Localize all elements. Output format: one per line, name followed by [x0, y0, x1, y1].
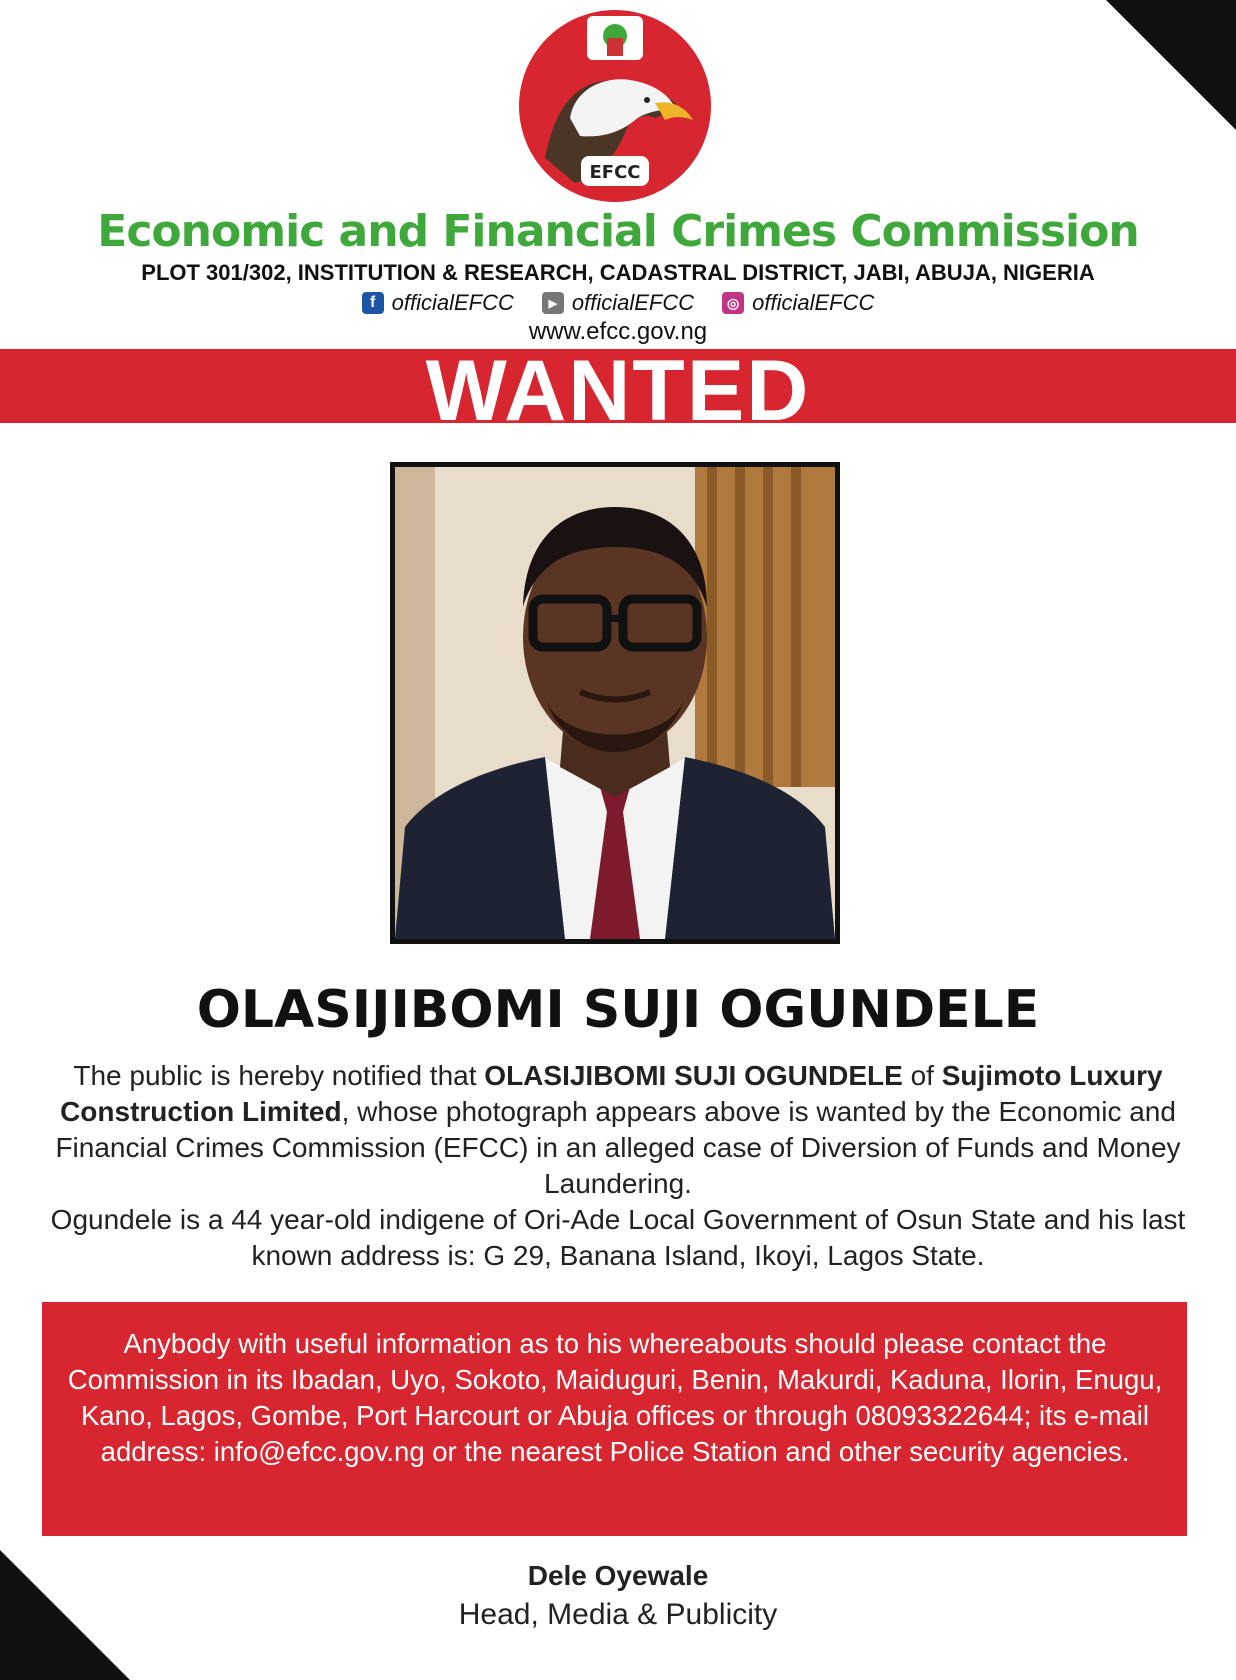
suspect-photo: [395, 467, 835, 939]
facebook-icon: f: [362, 292, 384, 314]
signatory-role: Head, Media & Publicity: [458, 1598, 778, 1631]
notice-text: [40, 1058, 1196, 1274]
social-links: [0, 290, 1236, 316]
efcc-logo: [515, 8, 715, 204]
notice-of: of: [902, 1060, 942, 1091]
notice-person-name: OLASIJIBOMI SUJI OGUNDELE: [484, 1060, 903, 1091]
social-facebook[interactable]: [362, 290, 514, 316]
social-handle: officialEFCC: [571, 290, 695, 315]
notice-details: Ogundele is a 44 year-old indigene of Ori-Ade Local Government of Osun State and his last known address is: G 29, Banana Island, Ikoyi, Lagos State.: [50, 1204, 1186, 1271]
social-youtube[interactable]: [542, 290, 694, 316]
social-handle: officialEFCC: [752, 290, 875, 315]
notice-intro: The public is hereby notified that: [73, 1060, 485, 1091]
organization-address: PLOT 301/302, INSTITUTION & RESEARCH, CADASTRAL DISTRICT, JABI, ABUJA, NIGERIA: [141, 260, 1095, 285]
website-url[interactable]: www.efcc.gov.ng: [528, 318, 708, 345]
organization-name: Economic and Financial Crimes Commission: [97, 206, 1139, 257]
notice-rest: , whose photograph appears above is wanted by the Economic and Financial Crimes Commission (EFCC) in an alleged case of Diversion of Funds and Money Laundering.: [55, 1096, 1181, 1199]
instagram-icon: ◎: [722, 292, 744, 314]
social-handle: officialEFCC: [391, 290, 514, 315]
signatory-name: Dele Oyewale: [527, 1560, 709, 1591]
contact-info-text: Anybody with useful information as to his whereabouts should please contact the Commission in its Ibadan, Uyo, Sokoto, Maiduguri, Benin, Makurdi, Kaduna, Ilorin, Enugu, Kano, Lagos, Gombe, Port Harcourt or Abuja offices or through 08093322644; its e-mail address: info@efcc.gov.ng or the nearest Police Station and other security agencies.: [67, 1328, 1163, 1467]
wanted-person-name: OLASIJIBOMI SUJI OGUNDELE: [196, 980, 1040, 1040]
logo-text: EFCC: [589, 162, 641, 183]
wanted-heading: WANTED: [425, 343, 811, 439]
social-instagram[interactable]: [722, 290, 874, 316]
photo-frame: [390, 462, 840, 944]
corner-decoration-top-right: [1106, 0, 1236, 130]
notice-company: Sujimoto Luxury Construction Limited: [60, 1060, 1163, 1127]
youtube-icon: ▶: [542, 292, 564, 314]
